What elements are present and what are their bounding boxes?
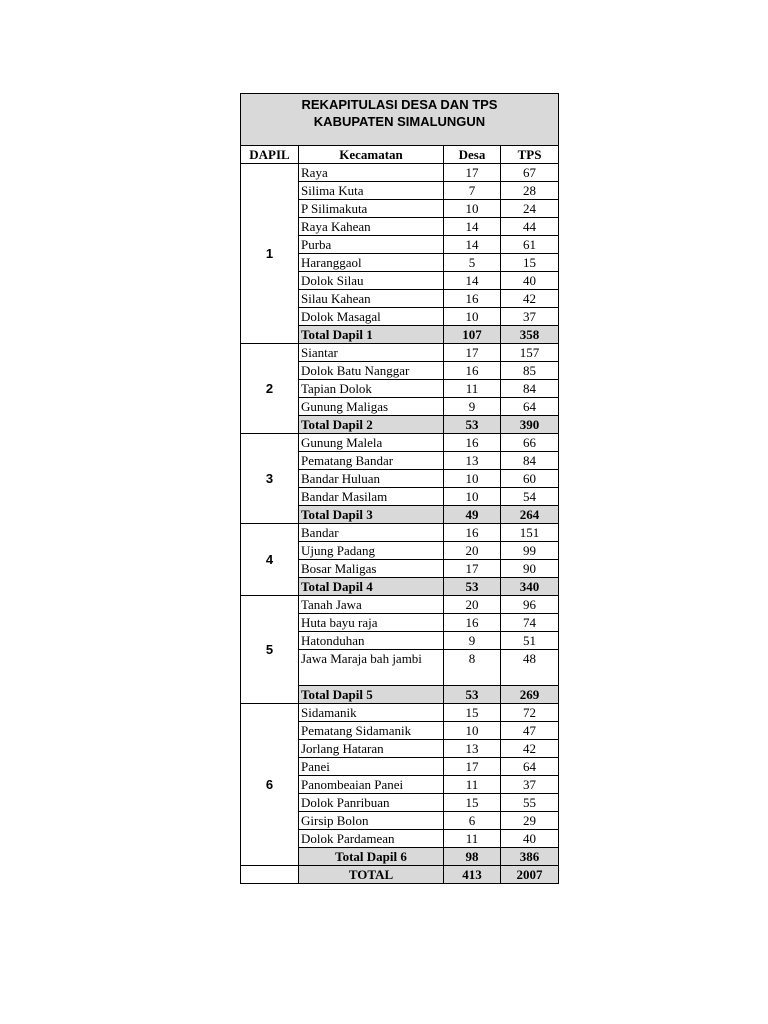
grand-total-row <box>241 866 559 884</box>
tps-count: 61 <box>501 236 559 254</box>
grand-total-label: TOTAL <box>299 866 444 884</box>
tps-count: 47 <box>501 722 559 740</box>
desa-count: 17 <box>444 344 501 362</box>
tps-count: 44 <box>501 218 559 236</box>
kecamatan-name: Dolok Masagal <box>299 308 444 326</box>
desa-count: 16 <box>444 614 501 632</box>
tps-count: 40 <box>501 272 559 290</box>
kecamatan-name: Purba <box>299 236 444 254</box>
tps-count: 72 <box>501 704 559 722</box>
tps-count: 54 <box>501 488 559 506</box>
subtotal-label: Total Dapil 3 <box>299 506 444 524</box>
tps-count: 60 <box>501 470 559 488</box>
desa-count: 16 <box>444 524 501 542</box>
tps-count: 48 <box>501 650 559 686</box>
header-kecamatan: Kecamatan <box>299 146 444 164</box>
kecamatan-name: Pematang Sidamanik <box>299 722 444 740</box>
recap-table <box>240 93 559 884</box>
tps-count: 64 <box>501 758 559 776</box>
tps-count: 55 <box>501 794 559 812</box>
desa-count: 17 <box>444 164 501 182</box>
kecamatan-name: Panei <box>299 758 444 776</box>
kecamatan-name: Raya <box>299 164 444 182</box>
table-row <box>241 704 559 722</box>
title-line-1: REKAPITULASI DESA DAN TPS <box>301 97 498 112</box>
desa-count: 7 <box>444 182 501 200</box>
recap-table-body <box>241 94 559 884</box>
tps-count: 37 <box>501 308 559 326</box>
desa-count: 14 <box>444 218 501 236</box>
tps-count: 24 <box>501 200 559 218</box>
desa-count: 17 <box>444 758 501 776</box>
kecamatan-name: Panombeaian Panei <box>299 776 444 794</box>
table-row <box>241 596 559 614</box>
subtotal-label: Total Dapil 2 <box>299 416 444 434</box>
dapil-number: 2 <box>241 344 299 434</box>
kecamatan-name: Silima Kuta <box>299 182 444 200</box>
desa-count: 20 <box>444 542 501 560</box>
desa-count: 15 <box>444 704 501 722</box>
subtotal-label: Total Dapil 5 <box>299 686 444 704</box>
desa-count: 10 <box>444 488 501 506</box>
table-title <box>241 94 559 146</box>
kecamatan-name: Gunung Malela <box>299 434 444 452</box>
desa-count: 5 <box>444 254 501 272</box>
kecamatan-name: Bandar Masilam <box>299 488 444 506</box>
subtotal-desa: 98 <box>444 848 501 866</box>
desa-count: 9 <box>444 398 501 416</box>
tps-count: 157 <box>501 344 559 362</box>
kecamatan-name: P Silimakuta <box>299 200 444 218</box>
desa-count: 11 <box>444 776 501 794</box>
kecamatan-name: Raya Kahean <box>299 218 444 236</box>
header-desa: Desa <box>444 146 501 164</box>
desa-count: 13 <box>444 452 501 470</box>
desa-count: 11 <box>444 830 501 848</box>
subtotal-label: Total Dapil 4 <box>299 578 444 596</box>
kecamatan-name: Hatonduhan <box>299 632 444 650</box>
tps-count: 40 <box>501 830 559 848</box>
header-dapil: DAPIL <box>241 146 299 164</box>
kecamatan-name: Dolok Silau <box>299 272 444 290</box>
tps-count: 151 <box>501 524 559 542</box>
subtotal-desa: 53 <box>444 578 501 596</box>
kecamatan-name: Dolok Panribuan <box>299 794 444 812</box>
tps-count: 37 <box>501 776 559 794</box>
tps-count: 28 <box>501 182 559 200</box>
kecamatan-name: Pematang Bandar <box>299 452 444 470</box>
kecamatan-name: Bandar <box>299 524 444 542</box>
kecamatan-name: Gunung Maligas <box>299 398 444 416</box>
subtotal-tps: 386 <box>501 848 559 866</box>
grand-total-desa: 413 <box>444 866 501 884</box>
title-line-2: KABUPATEN SIMALUNGUN <box>313 114 486 129</box>
grand-total-tps: 2007 <box>501 866 559 884</box>
kecamatan-name: Dolok Batu Nanggar <box>299 362 444 380</box>
title-row <box>241 94 559 146</box>
tps-count: 64 <box>501 398 559 416</box>
desa-count: 9 <box>444 632 501 650</box>
subtotal-tps: 269 <box>501 686 559 704</box>
desa-count: 20 <box>444 596 501 614</box>
header-row <box>241 146 559 164</box>
tps-count: 90 <box>501 560 559 578</box>
tps-count: 84 <box>501 380 559 398</box>
header-tps: TPS <box>501 146 559 164</box>
desa-count: 10 <box>444 308 501 326</box>
subtotal-tps: 390 <box>501 416 559 434</box>
tps-count: 67 <box>501 164 559 182</box>
dapil-number: 5 <box>241 596 299 704</box>
tps-count: 99 <box>501 542 559 560</box>
tps-count: 15 <box>501 254 559 272</box>
desa-count: 10 <box>444 200 501 218</box>
kecamatan-name: Dolok Pardamean <box>299 830 444 848</box>
desa-count: 17 <box>444 560 501 578</box>
subtotal-label: Total Dapil 6 <box>299 848 444 866</box>
desa-count: 14 <box>444 272 501 290</box>
subtotal-desa: 53 <box>444 416 501 434</box>
tps-count: 51 <box>501 632 559 650</box>
kecamatan-name: Jorlang Hataran <box>299 740 444 758</box>
tps-count: 85 <box>501 362 559 380</box>
desa-count: 13 <box>444 740 501 758</box>
table-row <box>241 524 559 542</box>
kecamatan-name: Siantar <box>299 344 444 362</box>
table-row <box>241 164 559 182</box>
subtotal-tps: 358 <box>501 326 559 344</box>
subtotal-desa: 107 <box>444 326 501 344</box>
kecamatan-name: Silau Kahean <box>299 290 444 308</box>
kecamatan-name: Huta bayu raja <box>299 614 444 632</box>
desa-count: 16 <box>444 290 501 308</box>
kecamatan-name: Girsip Bolon <box>299 812 444 830</box>
subtotal-desa: 53 <box>444 686 501 704</box>
tps-count: 29 <box>501 812 559 830</box>
dapil-number: 6 <box>241 704 299 866</box>
subtotal-desa: 49 <box>444 506 501 524</box>
table-row <box>241 434 559 452</box>
subtotal-label: Total Dapil 1 <box>299 326 444 344</box>
desa-count: 16 <box>444 362 501 380</box>
dapil-number: 4 <box>241 524 299 596</box>
desa-count: 14 <box>444 236 501 254</box>
tps-count: 42 <box>501 740 559 758</box>
tps-count: 74 <box>501 614 559 632</box>
tps-count: 84 <box>501 452 559 470</box>
dapil-number: 1 <box>241 164 299 344</box>
desa-count: 6 <box>444 812 501 830</box>
kecamatan-name: Tapian Dolok <box>299 380 444 398</box>
tps-count: 66 <box>501 434 559 452</box>
kecamatan-name: Haranggaol <box>299 254 444 272</box>
desa-count: 11 <box>444 380 501 398</box>
desa-count: 16 <box>444 434 501 452</box>
desa-count: 15 <box>444 794 501 812</box>
desa-count: 10 <box>444 470 501 488</box>
subtotal-tps: 340 <box>501 578 559 596</box>
dapil-number: 3 <box>241 434 299 524</box>
tps-count: 96 <box>501 596 559 614</box>
grand-total-dapil-blank <box>241 866 299 884</box>
kecamatan-name: Jawa Maraja bah jambi <box>299 650 444 686</box>
kecamatan-name: Tanah Jawa <box>299 596 444 614</box>
desa-count: 10 <box>444 722 501 740</box>
table-row <box>241 344 559 362</box>
desa-count: 8 <box>444 650 501 686</box>
kecamatan-name: Sidamanik <box>299 704 444 722</box>
kecamatan-name: Bosar Maligas <box>299 560 444 578</box>
subtotal-tps: 264 <box>501 506 559 524</box>
kecamatan-name: Ujung Padang <box>299 542 444 560</box>
kecamatan-name: Bandar Huluan <box>299 470 444 488</box>
tps-count: 42 <box>501 290 559 308</box>
